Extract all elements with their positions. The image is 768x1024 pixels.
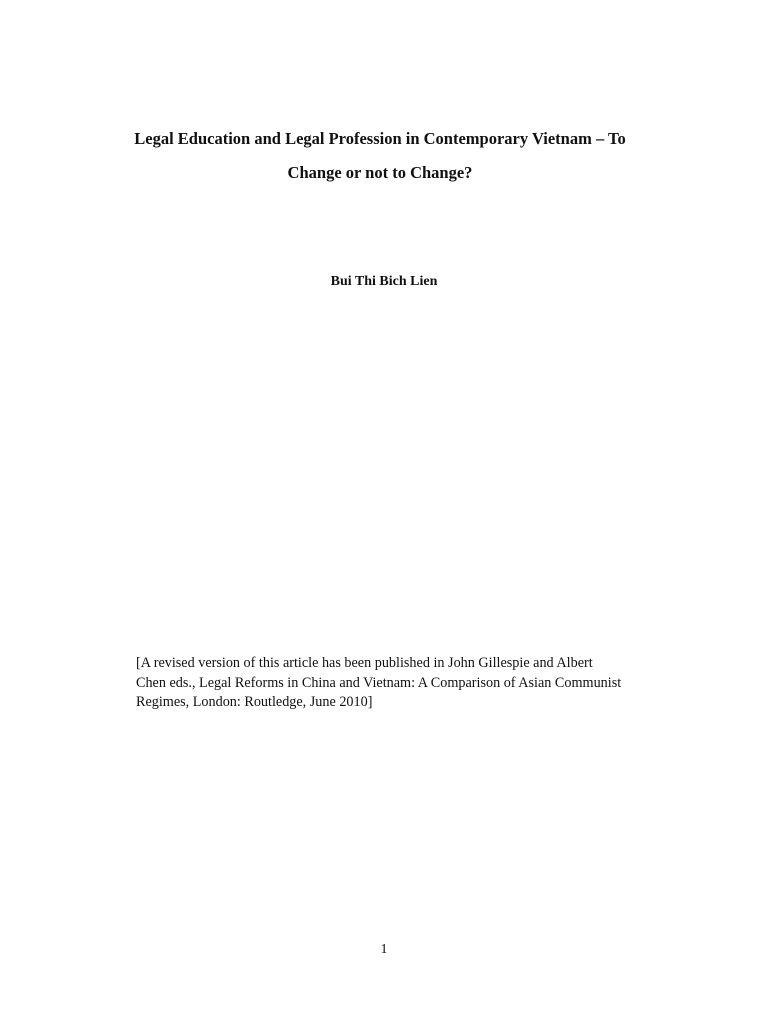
author-name: Bui Thi Bich Lien [330, 274, 438, 289]
note-line-1: [A revised version of this article has been published in John Gillespie and Albert [136, 655, 593, 671]
title-line-1: Legal Education and Legal Profession in Contemporary Vietnam – To [134, 129, 626, 148]
note-line-3: Regimes, London: Routledge, June 2010] [136, 694, 373, 710]
publication-note [136, 654, 676, 713]
document-title [80, 122, 680, 190]
page-number: 1 [380, 942, 388, 957]
note-line-2: Chen eds., Legal Reforms in China and Vietnam: A Comparison of Asian Communist [136, 674, 622, 691]
title-line-2: Change or not to Change? [287, 163, 473, 182]
